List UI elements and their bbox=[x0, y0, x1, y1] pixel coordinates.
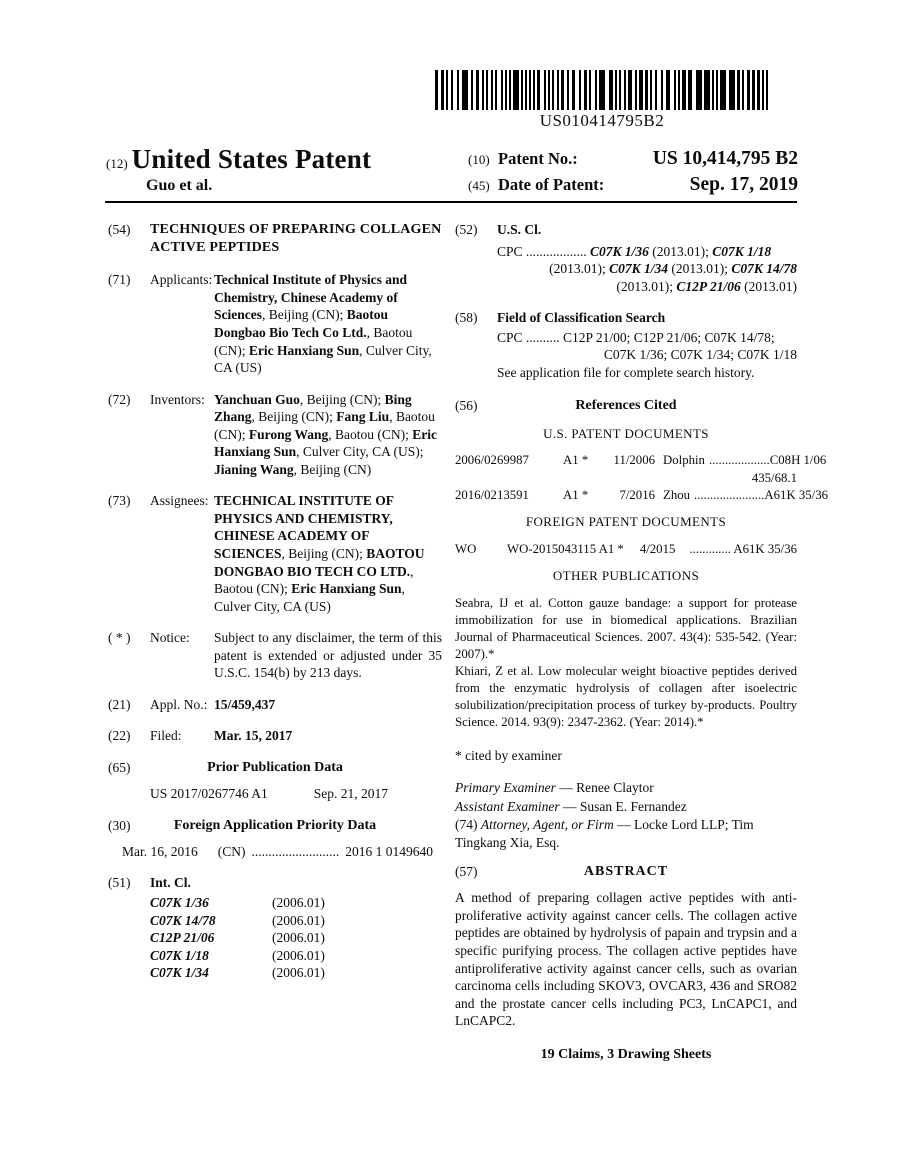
ref-kind: A1 * bbox=[563, 453, 589, 468]
table-row bbox=[455, 452, 827, 469]
field-45-number: (45) bbox=[468, 178, 490, 193]
field-search-line-1: CPC .......... C12P 21/00; C12P 21/06; C07K 14/78; bbox=[497, 329, 775, 345]
field-65-number: (65) bbox=[108, 759, 131, 775]
cpc-line-3: (2013.01); C12P 21/06 (2013.01) bbox=[616, 278, 797, 294]
section-30-heading bbox=[108, 817, 442, 835]
ref-dots: ................... bbox=[708, 453, 770, 468]
inventor-short-name: Guo et al. bbox=[146, 177, 213, 194]
ref-id: 2006/0269987 bbox=[455, 453, 529, 468]
int-cl-row bbox=[150, 947, 442, 965]
int-cl-code: C12P 21/06 bbox=[150, 930, 215, 946]
header-right bbox=[468, 148, 798, 200]
ref-class: A61K 35/36 bbox=[733, 542, 797, 557]
right-column bbox=[455, 221, 829, 1064]
date-of-patent-value: Sep. 17, 2019 bbox=[689, 174, 798, 195]
section-65-heading bbox=[108, 759, 442, 777]
appl-no-label: Appl. No.: bbox=[150, 696, 208, 712]
int-cl-row bbox=[150, 894, 442, 912]
applicants-body: Technical Institute of Physics and Chemistry, Chinese Academy of Sciences, Beijing (CN); Baotou Dongbao Bio Tech Co Ltd., Baotou (CN); Eric Hanxiang Sun, Culver City, CA (US) bbox=[214, 272, 432, 376]
int-cl-code: C07K 1/18 bbox=[150, 947, 209, 963]
assignees-label: Assignees: bbox=[150, 493, 209, 509]
section-71-applicants bbox=[108, 271, 442, 376]
int-cl-version: (2006.01) bbox=[272, 894, 325, 910]
ref-name: Zhou bbox=[663, 487, 691, 502]
primary-examiner-line: Primary Examiner — Renee Claytor bbox=[455, 779, 654, 795]
barcode bbox=[433, 70, 771, 131]
int-cl-row bbox=[150, 912, 442, 930]
patent-date-row bbox=[468, 174, 798, 196]
section-51-int-cl bbox=[108, 874, 442, 892]
field-51-number: (51) bbox=[108, 875, 131, 891]
inventors-label: Inventors: bbox=[150, 391, 205, 407]
int-cl-version: (2006.01) bbox=[272, 912, 325, 928]
ref-name: Dolphin bbox=[663, 453, 705, 468]
field-54-number: (54) bbox=[108, 222, 131, 237]
field-52-number: (52) bbox=[455, 222, 478, 237]
section-notice bbox=[108, 629, 442, 682]
field-30-number: (30) bbox=[108, 817, 131, 833]
assistant-examiner-line: Assistant Examiner — Susan E. Fernandez bbox=[455, 798, 687, 814]
patent-number-row bbox=[468, 148, 798, 170]
int-cl-row bbox=[150, 929, 442, 947]
section-58-field-search bbox=[455, 309, 797, 327]
field-57-number: (57) bbox=[455, 864, 478, 880]
section-72-inventors bbox=[108, 391, 442, 479]
priority-date: Mar. 16, 2016 bbox=[122, 843, 198, 859]
filed-label: Filed: bbox=[150, 728, 182, 744]
cited-by-examiner-note: * cited by examiner bbox=[455, 748, 562, 764]
int-cl-version: (2006.01) bbox=[272, 930, 325, 946]
section-54-title bbox=[108, 221, 442, 257]
cpc-line-2: (2013.01); C07K 1/34 (2013.01); C07K 14/78 bbox=[549, 261, 797, 277]
other-publications-heading: OTHER PUBLICATIONS bbox=[552, 568, 700, 584]
kind-code-number: (12) bbox=[106, 156, 128, 171]
ref-id: WO-2015043115 A1 * bbox=[507, 542, 624, 557]
barcode-image bbox=[433, 70, 771, 110]
ref-kind: A1 * bbox=[563, 487, 589, 502]
field-21-number: (21) bbox=[108, 696, 131, 712]
priority-country: (CN) bbox=[217, 843, 246, 859]
patent-no-value: US 10,414,795 B2 bbox=[652, 148, 798, 169]
table-row bbox=[455, 487, 829, 504]
foreign-patent-documents-table bbox=[455, 541, 797, 558]
header-divider bbox=[105, 201, 797, 203]
section-22-filed bbox=[108, 727, 442, 745]
date-of-patent-label: Date of Patent: bbox=[498, 175, 605, 194]
ref-id: 2016/0213591 bbox=[455, 487, 529, 502]
field-search-line-3: See application file for complete search history. bbox=[497, 364, 755, 380]
prior-publication-number: US 2017/0267746 A1 bbox=[150, 786, 268, 802]
us-cl-label: U.S. Cl. bbox=[497, 222, 542, 237]
left-column bbox=[108, 221, 442, 982]
header-left bbox=[106, 144, 371, 195]
section-73-assignees bbox=[108, 492, 442, 615]
int-cl-code: C07K 1/34 bbox=[150, 965, 209, 981]
assignees-body: TECHNICAL INSTITUTE OF PHYSICS AND CHEMISTRY, CHINESE ACADEMY OF SCIENCES, Beijing (CN); BAOTOU DONGBAO BIO TECH CO LTD., Baotou (CN); Eric Hanxiang Sun, Culver City, CA (US) bbox=[214, 493, 425, 614]
table-row bbox=[455, 541, 797, 558]
us-patent-documents-table bbox=[455, 452, 829, 504]
section-57-heading bbox=[455, 863, 797, 881]
ref-date: 11/2006 bbox=[613, 453, 655, 468]
ref-date: 4/2015 bbox=[639, 542, 676, 557]
barcode-label: US010414795B2 bbox=[539, 111, 665, 130]
abstract-heading: ABSTRACT bbox=[583, 864, 669, 880]
int-cl-version: (2006.01) bbox=[272, 965, 325, 981]
patent-no-label: Patent No.: bbox=[498, 149, 578, 168]
field-58-number: (58) bbox=[455, 310, 478, 326]
field-22-number: (22) bbox=[108, 728, 131, 744]
int-cl-version: (2006.01) bbox=[272, 947, 325, 963]
cpc-line-1: CPC .................. C07K 1/36 (2013.01); C07K 1/18 bbox=[497, 243, 772, 259]
field-search-label: Field of Classification Search bbox=[497, 310, 666, 326]
ref-class: C08H 1/06 bbox=[769, 453, 827, 468]
int-cl-code: C07K 1/36 bbox=[150, 894, 209, 910]
ref-country: WO bbox=[455, 542, 477, 557]
abstract-body: A method of preparing collagen active peptides with anti-proliferative activity against cancer cells. The collagen active peptides are obtained by hydrolysis of papain and trypsin and a specific purifying process. The collagen active peptides have antiproliferative activity against cancer cells, such as ovarian carcinoma cells including SKOV3, OVCAR3, 436 and SRO82 and the prostate cancer cells including PC3, LnCAPC1, and LnCAPC2. bbox=[455, 890, 797, 1029]
cpc-classification bbox=[497, 243, 797, 296]
appl-no-value: 15/459,437 bbox=[214, 696, 276, 712]
other-publications bbox=[455, 595, 797, 731]
prior-publication-line bbox=[150, 785, 442, 803]
ref-dots: ............. bbox=[689, 542, 731, 557]
notice-asterisk: ( * ) bbox=[108, 630, 131, 646]
field-10-number: (10) bbox=[468, 152, 490, 167]
us-patent-documents-heading: U.S. PATENT DOCUMENTS bbox=[543, 425, 709, 441]
examiner-block bbox=[455, 779, 797, 851]
int-cl-row bbox=[150, 964, 442, 982]
ref-class: A61K 35/36 bbox=[764, 487, 829, 502]
document-type-title: United States Patent bbox=[131, 144, 372, 174]
applicants-label: Applicants: bbox=[150, 272, 213, 288]
priority-dots: .......................... bbox=[251, 843, 340, 859]
ref-class-continuation: 435/68.1 bbox=[751, 470, 797, 485]
prior-publication-heading: Prior Publication Data bbox=[207, 759, 343, 775]
publication-entry: Seabra, IJ et al. Cotton gauze bandage: a support for protease immobilization for use in biomedical applications. Brazilian Journal of Pharmaceutical Sciences. 2007. 43(4): 535-542. (Year: 2007).* bbox=[455, 596, 797, 662]
notice-body: Subject to any disclaimer, the term of this patent is extended or adjusted under 35 U.S.C. 154(b) by 213 days. bbox=[214, 630, 442, 681]
section-52-us-cl bbox=[455, 221, 797, 239]
field-71-number: (71) bbox=[108, 272, 131, 288]
attorney-line: (74) Attorney, Agent, or Firm — Locke Lord LLP; Tim Tingkang Xia, Esq. bbox=[455, 817, 754, 850]
int-cl-code: C07K 14/78 bbox=[150, 912, 216, 928]
invention-title: TECHNIQUES OF PREPARING COLLAGEN ACTIVE PEPTIDES bbox=[150, 222, 442, 256]
ref-dots: ...................... bbox=[694, 487, 765, 502]
priority-application-number: 2016 1 0149640 bbox=[345, 843, 433, 859]
section-56-heading bbox=[455, 397, 797, 415]
prior-publication-date: Sep. 21, 2017 bbox=[313, 786, 389, 802]
ref-date: 7/2016 bbox=[619, 487, 655, 502]
section-21-appl-no bbox=[108, 696, 442, 714]
claims-summary: 19 Claims, 3 Drawing Sheets bbox=[540, 1046, 712, 1062]
references-cited-heading: References Cited bbox=[575, 398, 677, 414]
filed-value: Mar. 15, 2017 bbox=[214, 728, 293, 744]
foreign-patent-documents-heading: FOREIGN PATENT DOCUMENTS bbox=[525, 514, 727, 530]
notice-label: Notice: bbox=[150, 630, 190, 646]
int-cl-label: Int. Cl. bbox=[150, 875, 191, 891]
field-search-line-2: C07K 1/36; C07K 1/34; C07K 1/18 bbox=[603, 347, 797, 363]
foreign-priority-heading: Foreign Application Priority Data bbox=[173, 817, 377, 833]
foreign-priority-line bbox=[122, 843, 442, 861]
field-72-number: (72) bbox=[108, 391, 131, 407]
field-56-number: (56) bbox=[455, 398, 478, 414]
inventors-body: Yanchuan Guo, Beijing (CN); Bing Zhang, Beijing (CN); Fang Liu, Baotou (CN); Furong Wang, Baotou (CN); Eric Hanxiang Sun, Culver City, CA (US); Jianing Wang, Beijing (CN) bbox=[214, 391, 438, 477]
publication-entry: Khiari, Z et al. Low molecular weight bioactive peptides derived from the enzymatic hydrolysis of collagen after isoelectric solubilization/precipitation process of turkey by-products. Poultry Science. 2014. 93(9): 2347-2362. (Year: 2014).* bbox=[455, 664, 797, 730]
field-73-number: (73) bbox=[108, 493, 131, 509]
field-search-body bbox=[497, 329, 797, 382]
